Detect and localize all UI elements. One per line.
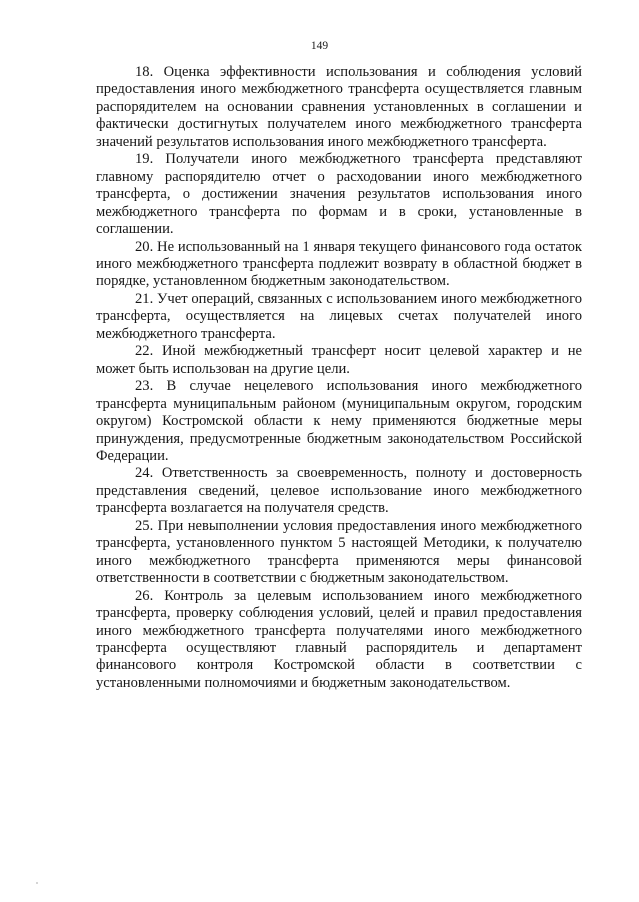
- paragraph-25: 25. При невыполнении условия предоставления иного межбюджетного трансферта, установленного пунктом 5 настоящей Методики, к получателю иного межбюджетного трансферта применяются меры финансовой ответственности в соответствии с бюджетным законодательством.: [96, 517, 582, 587]
- paragraph-19: 19. Получатели иного межбюджетного трансферта представляют главному распорядителю отчет о расходовании иного межбюджетного трансферта, о достижении значения результатов использования иного межбюджетного трансферта по формам и в сроки, установленные в соглашении.: [96, 151, 582, 238]
- paragraph-26: 26. Контроль за целевым использованием иного межбюджетного трансферта, проверку соблюдения условий, целей и правил предоставления иного межбюджетного трансферта получателями иного межбюджетного трансферта осуществляют главный распорядитель и департамент финансового контроля Костромской области в соответствии с установленными полномочиями и бюджетным законодательством.: [96, 587, 582, 691]
- paragraph-21: 21. Учет операций, связанных с использованием иного межбюджетного трансферта, осуществляется на лицевых счетах получателей иного межбюджетного трансферта.: [96, 290, 582, 342]
- paragraph-20: 20. Не использованный на 1 января текущего финансового года остаток иного межбюджетного трансферта подлежит возврату в областной бюджет в порядке, установленном бюджетным законодательством.: [96, 238, 582, 290]
- document-body: [96, 64, 582, 692]
- page-number: 149: [310, 40, 329, 52]
- paragraph-23: 23. В случае нецелевого использования иного межбюджетного трансферта муниципальным районом (муниципальным округом, городским округом) Костромской области к нему применяются бюджетные меры принуждения, предусмотренные бюджетным законодательством Российской Федерации.: [96, 378, 582, 464]
- paragraph-22: 22. Иной межбюджетный трансферт носит целевой характер и не может быть использован на другие цели.: [96, 343, 582, 377]
- paragraph-24: 24. Ответственность за своевременность, полноту и достоверность представления сведений, целевое использование иного межбюджетного трансферта возлагается на получателя средств.: [96, 465, 582, 517]
- scan-speck: [36, 882, 38, 884]
- paragraph-18: 18. Оценка эффективности использования и соблюдения условий предоставления иного межбюджетного трансферта осуществляется главным распорядителем на основании сравнения установленных в соглашении и фактически достигнутых получателем иного межбюджетного трансферта значений результатов использования иного межбюджетного трансферта.: [96, 64, 582, 150]
